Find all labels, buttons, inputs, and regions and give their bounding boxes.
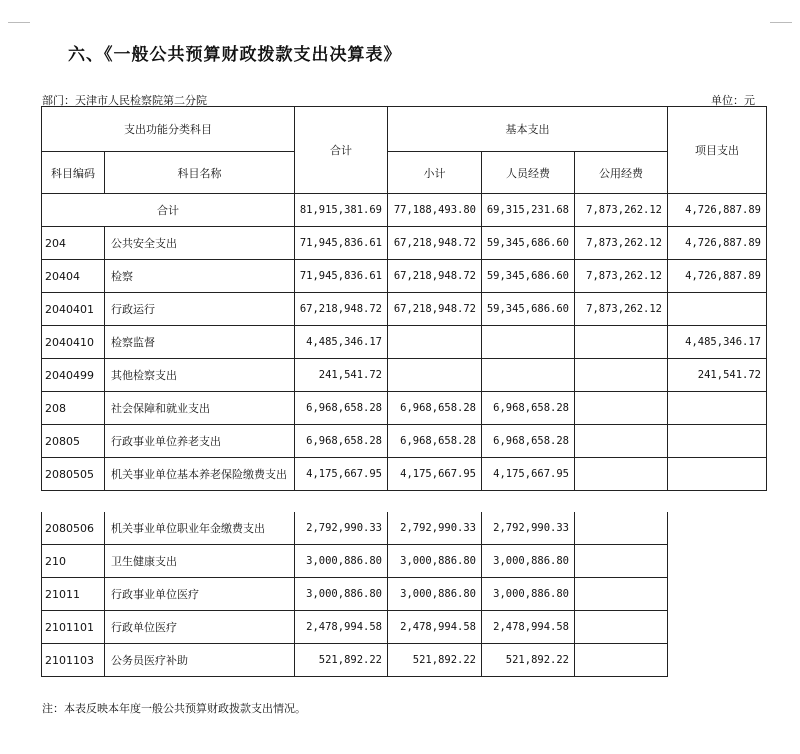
- cell-code: 2101103: [42, 644, 105, 677]
- cell-personnel: 2,478,994.58: [482, 611, 575, 644]
- expenditure-table-bottom: [41, 512, 668, 677]
- cell-code: 20404: [42, 260, 105, 293]
- cell-total: 2,478,994.58: [295, 611, 388, 644]
- cell-subtotal: 3,000,886.80: [388, 578, 482, 611]
- cell-total: 241,541.72: [295, 359, 388, 392]
- table-row: [42, 611, 668, 644]
- table-row: [42, 512, 668, 545]
- page-corner-mark-right: [770, 22, 792, 23]
- department-label: 部门：天津市人民检察院第二分院: [42, 94, 207, 107]
- header-name: 科目名称: [105, 152, 295, 194]
- cell-public: 7,873,262.12: [575, 227, 668, 260]
- cell-total: 2,792,990.33: [295, 512, 388, 545]
- header-total: 合计: [295, 107, 388, 194]
- cell-public: [575, 644, 668, 677]
- cell-public: [575, 458, 668, 491]
- cell-subtotal: 67,218,948.72: [388, 227, 482, 260]
- cell-project: 4,726,887.89: [668, 227, 767, 260]
- cell-total: 71,945,836.61: [295, 227, 388, 260]
- cell-name: 公共安全支出: [105, 227, 295, 260]
- table-row: [42, 293, 767, 326]
- cell-personnel: [482, 359, 575, 392]
- cell-total: 81,915,381.69: [295, 194, 388, 227]
- cell-subtotal: [388, 359, 482, 392]
- cell-code: 21011: [42, 578, 105, 611]
- expenditure-table-top: [41, 106, 767, 491]
- cell-name: 机关事业单位职业年金缴费支出: [105, 512, 295, 545]
- header-function-class: 支出功能分类科目: [42, 107, 295, 152]
- cell-project: 241,541.72: [668, 359, 767, 392]
- cell-subtotal: 77,188,493.80: [388, 194, 482, 227]
- cell-personnel: 3,000,886.80: [482, 545, 575, 578]
- cell-code: 210: [42, 545, 105, 578]
- header-basic: 基本支出: [388, 107, 668, 152]
- cell-personnel: 3,000,886.80: [482, 578, 575, 611]
- cell-public: [575, 545, 668, 578]
- cell-public: 7,873,262.12: [575, 260, 668, 293]
- cell-personnel: 6,968,658.28: [482, 425, 575, 458]
- cell-total: 6,968,658.28: [295, 392, 388, 425]
- header-subtotal: 小计: [388, 152, 482, 194]
- table-row: [42, 578, 668, 611]
- table-row: [42, 644, 668, 677]
- cell-public: [575, 578, 668, 611]
- cell-name: 检察监督: [105, 326, 295, 359]
- table-row: [42, 359, 767, 392]
- cell-total: 521,892.22: [295, 644, 388, 677]
- cell-code: 2080506: [42, 512, 105, 545]
- table-row: [42, 326, 767, 359]
- cell-personnel: 59,345,686.60: [482, 293, 575, 326]
- cell-personnel: 6,968,658.28: [482, 392, 575, 425]
- cell-name: 社会保障和就业支出: [105, 392, 295, 425]
- cell-name: 机关事业单位基本养老保险缴费支出: [105, 458, 295, 491]
- cell-subtotal: 6,968,658.28: [388, 425, 482, 458]
- cell-code: 2040499: [42, 359, 105, 392]
- page-title: 六、《一般公共预算财政拨款支出决算表》: [68, 45, 402, 65]
- cell-total: 71,945,836.61: [295, 260, 388, 293]
- cell-code: 20805: [42, 425, 105, 458]
- cell-name: 行政运行: [105, 293, 295, 326]
- table-row-total: [42, 194, 767, 227]
- cell-subtotal: 3,000,886.80: [388, 545, 482, 578]
- cell-total: 6,968,658.28: [295, 425, 388, 458]
- cell-public: [575, 392, 668, 425]
- cell-subtotal: 2,792,990.33: [388, 512, 482, 545]
- cell-total: 4,485,346.17: [295, 326, 388, 359]
- cell-name: 检察: [105, 260, 295, 293]
- table-row: [42, 227, 767, 260]
- cell-project: [668, 293, 767, 326]
- cell-name: 公务员医疗补助: [105, 644, 295, 677]
- cell-personnel: 69,315,231.68: [482, 194, 575, 227]
- cell-code: 2040401: [42, 293, 105, 326]
- cell-subtotal: 2,478,994.58: [388, 611, 482, 644]
- header-public: 公用经费: [575, 152, 668, 194]
- cell-name: 合计: [42, 194, 295, 227]
- table-row: [42, 458, 767, 491]
- cell-code: 2101101: [42, 611, 105, 644]
- header-code: 科目编码: [42, 152, 105, 194]
- cell-personnel: 521,892.22: [482, 644, 575, 677]
- cell-public: [575, 425, 668, 458]
- cell-code: 2040410: [42, 326, 105, 359]
- cell-name: 卫生健康支出: [105, 545, 295, 578]
- cell-personnel: 4,175,667.95: [482, 458, 575, 491]
- cell-project: 4,726,887.89: [668, 194, 767, 227]
- cell-subtotal: 521,892.22: [388, 644, 482, 677]
- cell-total: 3,000,886.80: [295, 545, 388, 578]
- footnote: 注：本表反映本年度一般公共预算财政拨款支出情况。: [42, 702, 306, 715]
- cell-public: [575, 611, 668, 644]
- cell-personnel: [482, 326, 575, 359]
- table-row: [42, 260, 767, 293]
- cell-project: 4,726,887.89: [668, 260, 767, 293]
- cell-project: 4,485,346.17: [668, 326, 767, 359]
- cell-project: [668, 392, 767, 425]
- cell-total: 3,000,886.80: [295, 578, 388, 611]
- cell-public: [575, 512, 668, 545]
- header-personnel: 人员经费: [482, 152, 575, 194]
- cell-subtotal: 67,218,948.72: [388, 260, 482, 293]
- cell-personnel: 59,345,686.60: [482, 260, 575, 293]
- cell-subtotal: 6,968,658.28: [388, 392, 482, 425]
- cell-code: 208: [42, 392, 105, 425]
- table-row: [42, 392, 767, 425]
- cell-public: [575, 326, 668, 359]
- cell-name: 行政事业单位医疗: [105, 578, 295, 611]
- cell-public: 7,873,262.12: [575, 293, 668, 326]
- table-row: [42, 545, 668, 578]
- table-row: [42, 425, 767, 458]
- cell-public: [575, 359, 668, 392]
- cell-code: 2080505: [42, 458, 105, 491]
- cell-code: 204: [42, 227, 105, 260]
- cell-project: [668, 458, 767, 491]
- cell-subtotal: 67,218,948.72: [388, 293, 482, 326]
- cell-public: 7,873,262.12: [575, 194, 668, 227]
- cell-name: 行政单位医疗: [105, 611, 295, 644]
- cell-name: 其他检察支出: [105, 359, 295, 392]
- header-project: 项目支出: [668, 107, 767, 194]
- cell-subtotal: 4,175,667.95: [388, 458, 482, 491]
- page-corner-mark-left: [8, 22, 30, 23]
- cell-name: 行政事业单位养老支出: [105, 425, 295, 458]
- cell-total: 67,218,948.72: [295, 293, 388, 326]
- cell-personnel: 59,345,686.60: [482, 227, 575, 260]
- cell-personnel: 2,792,990.33: [482, 512, 575, 545]
- cell-project: [668, 425, 767, 458]
- cell-subtotal: [388, 326, 482, 359]
- unit-label: 单位：元: [711, 94, 755, 107]
- cell-total: 4,175,667.95: [295, 458, 388, 491]
